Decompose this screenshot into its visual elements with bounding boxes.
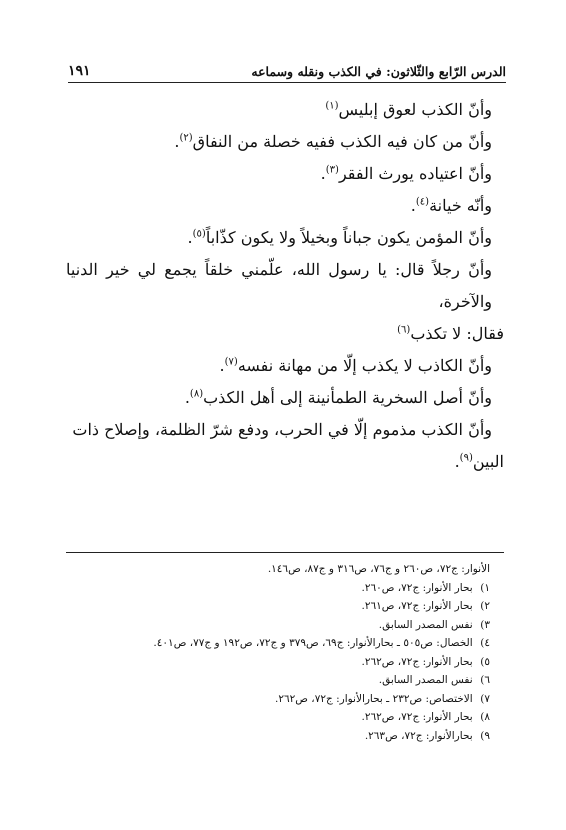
footnote-ref: (١)	[325, 100, 339, 112]
paragraph: وأنّ اعتياده يورث الفقر$^{(٣)}$.	[320, 164, 492, 183]
page-number: ١٩١	[68, 63, 91, 79]
paragraph: وأنّ من كان فيه الكذب ففيه خصلة من النفاق$^{(٢)}$.	[174, 132, 492, 151]
footnote-ref: (٥)	[192, 228, 206, 240]
paragraph-continuation: فقال: لا تكذب$^{(٦)}$	[397, 324, 504, 343]
footnote-item: الأنوار: ج٧٢، ص٢٦٠ و ج٧٦، ص٣١٦ و ج٨٧، ص١٤٦.	[267, 563, 490, 575]
page-header	[68, 58, 506, 83]
paragraph: وأنّ الكاذب لا يكذب إلّا من مهانة نفسه$^{(٧)}$.	[219, 356, 492, 375]
footnote-item: ١) بحار الأنوار: ج٧٢، ص٢٦٠.	[361, 581, 490, 594]
footnote-item: ٤) الخصال: ص٥٠٥ ـ بحارالأنوار: ج٦٩، ص٣٧٩ و ج٧٢، ص١٩٢ و ج٧٧، ص٤٠١.	[153, 637, 490, 649]
paragraph: وأنّه خيانة$^{(٤)}$.	[410, 196, 492, 215]
footnote-ref: (٣)	[325, 164, 339, 176]
footnote-ref: (٨)	[189, 388, 204, 400]
paragraph: وأنّ أصل السخرية الطمأنينة إلى أهل الكذب$^{(٨)}$.	[184, 388, 492, 407]
paragraph: وأنّ المؤمن يكون جباناً وبخيلاً ولا يكون كذّاباً$^{(٥)}$.	[187, 228, 492, 247]
footnote-ref: (٢)	[179, 132, 193, 144]
footnote-item: ٢) بحار الأنوار: ج٧٢، ص٢٦١.	[361, 600, 490, 612]
main-text	[66, 94, 504, 478]
footnotes	[66, 560, 504, 745]
footnote-ref: (٤)	[415, 196, 430, 208]
running-title: الدرس الرّابع والثّلاثون: في الكذب ونقله وسماعه	[251, 64, 506, 79]
paragraph: وأنّ الكذب لعوق إبليس$^{(١)}$	[325, 100, 492, 119]
footnote-item: ٩) بحارالأنوار: ج٧٢، ص٢٦٣.	[364, 729, 490, 742]
footnote-ref: (٩)	[459, 452, 473, 464]
footnote-item: ٧) الاختصاص: ص٢٣٢ ـ بحارالأنوار: ج٧٢، ص٢٦٢.	[275, 692, 490, 705]
footnote-item: ٨) بحار الأنوار: ج٧٢، ص٢٦٢.	[361, 711, 490, 723]
footnote-item: ٥) بحار الأنوار: ج٧٢، ص٢٦٢.	[361, 655, 490, 668]
footnote-ref: (٦)	[397, 324, 411, 336]
paragraph: وأنّ رجلاً قال: يا رسول الله، علّمني خلقاً يجمع لي خير الدنيا والآخرة،	[66, 260, 492, 311]
footnote-ref: (٧)	[224, 356, 238, 368]
paragraph: وأنّ الكذب مذموم إلّا في الحرب، ودفع شرّ الظلمة، وإصلاح ذات	[72, 420, 492, 439]
footnote-item: ٣) نفس المصدر السابق.	[378, 618, 490, 631]
footnote-item: ٦) نفس المصدر السابق.	[378, 674, 490, 686]
footnote-divider	[66, 552, 504, 553]
paragraph-continuation: البين$^{(٩)}$.	[454, 452, 504, 471]
